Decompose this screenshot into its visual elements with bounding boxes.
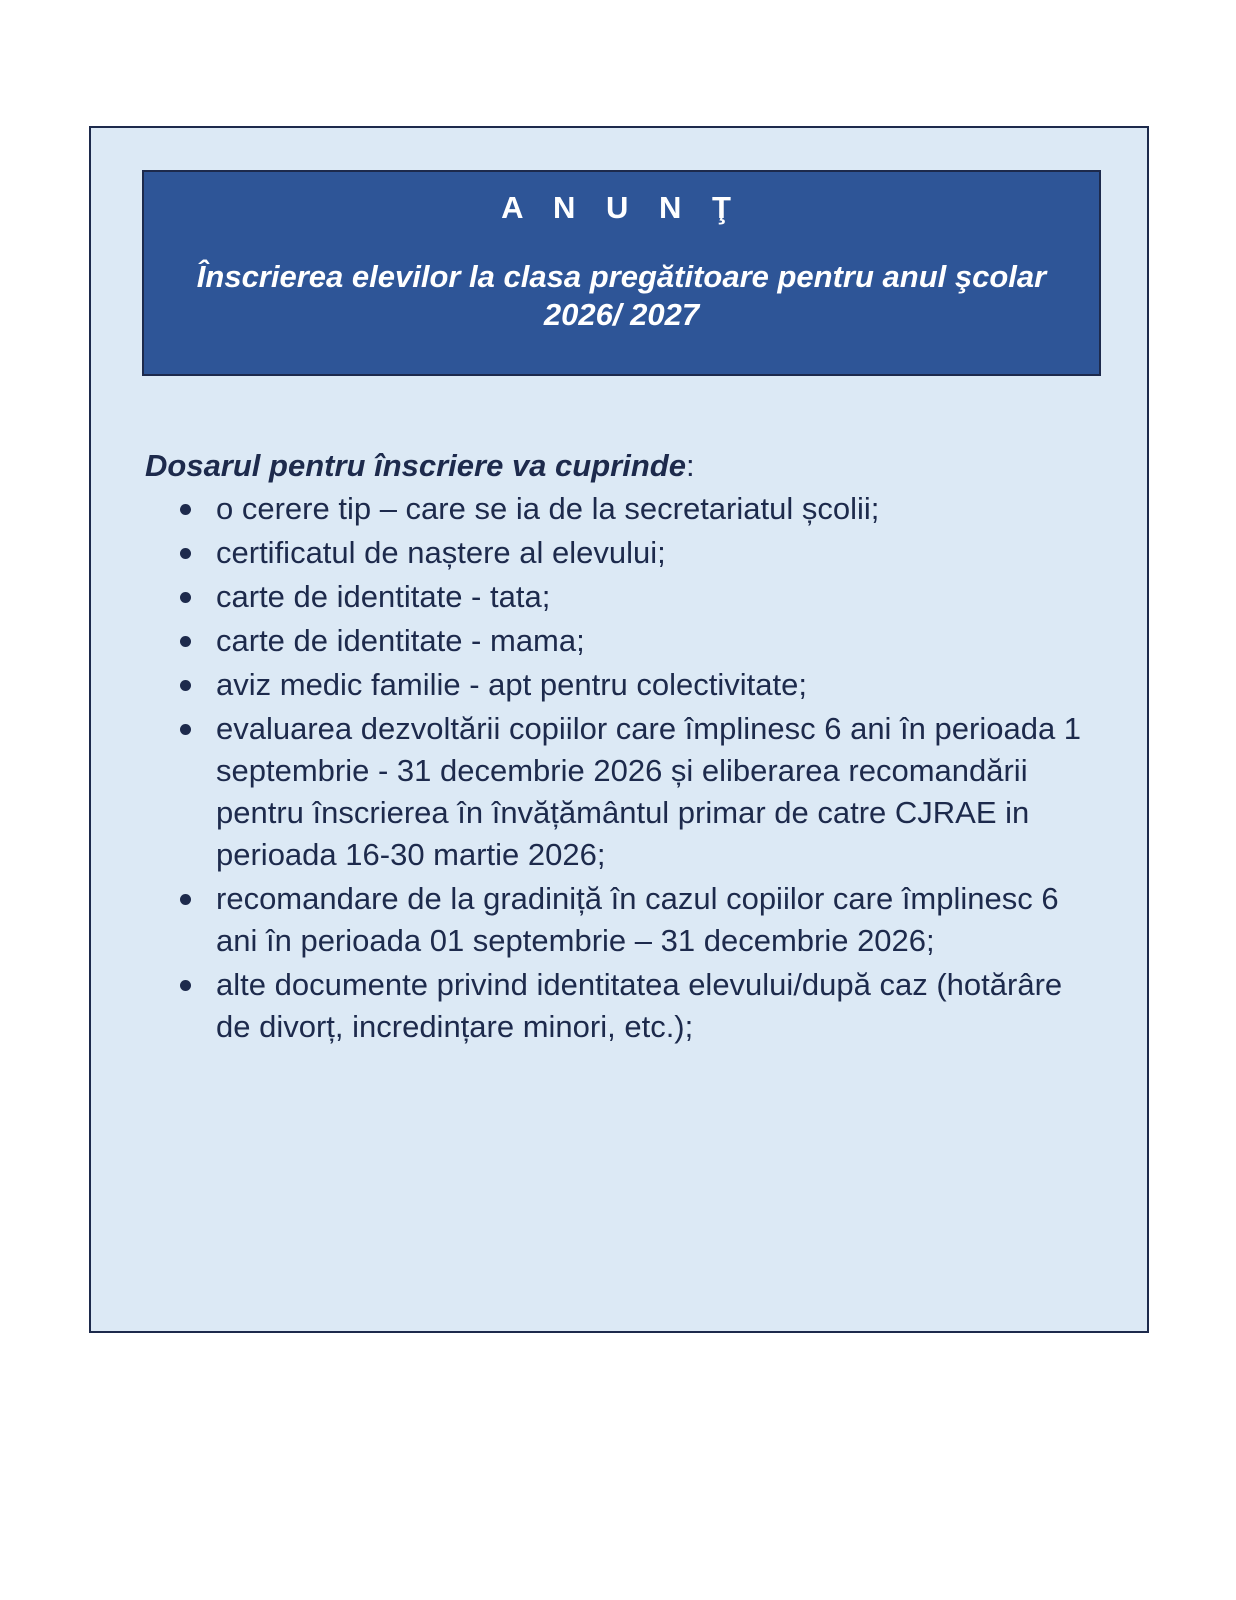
announcement-panel [89,126,1149,1333]
dossier-intro-text: Dosarul pentru înscriere va cuprinde [145,448,686,483]
list-item-text: aviz medic familie - apt pentru colectivitate; [216,667,807,702]
announcement-header [142,170,1101,376]
dossier-section [145,446,1105,1050]
list-item [145,488,1105,530]
list-item-text: carte de identitate - tata; [216,579,551,614]
dossier-intro [145,446,1105,486]
bullet-icon [180,894,191,905]
bullet-icon [180,504,191,515]
list-item-text: carte de identitate - mama; [216,623,585,658]
list-item [145,576,1105,618]
bullet-icon [180,980,191,991]
bullet-icon [180,636,191,647]
announcement-title: A N U N Ţ [501,190,742,225]
list-item-text: recomandare de la gradiniță în cazul copiilor care împlinesc 6 ani în perioada 01 septembrie – 31 decembrie 2026; [216,881,1059,958]
list-item [145,964,1105,1048]
list-item [145,620,1105,662]
list-item-text: alte documente privind identitatea elevului/după caz (hotărâre de divorț, incredințare minori, etc.); [216,967,1063,1044]
bullet-icon [180,548,191,559]
required-documents-list [145,488,1105,1048]
list-item [145,532,1105,574]
list-item [145,708,1105,876]
bullet-icon [180,680,191,691]
list-item [145,878,1105,962]
dossier-intro-colon: : [685,448,695,483]
announcement-subtitle: Înscrierea elevilor la clasa pregătitoare pentru anul şcolar 2026/ 2027 [196,259,1047,332]
bullet-icon [180,592,191,603]
list-item-text: evaluarea dezvoltării copiilor care împlinesc 6 ani în perioada 1 septembrie - 31 decembrie 2026 și eliberarea recomandării pentru înscrierea în învățământul primar de catre CJRAE in perioada 16-30 martie 2026; [216,711,1082,872]
bullet-icon [180,724,191,735]
list-item-text: certificatul de naștere al elevului; [216,535,666,570]
list-item [145,664,1105,706]
list-item-text: o cerere tip – care se ia de la secretariatul școlii; [216,491,880,526]
